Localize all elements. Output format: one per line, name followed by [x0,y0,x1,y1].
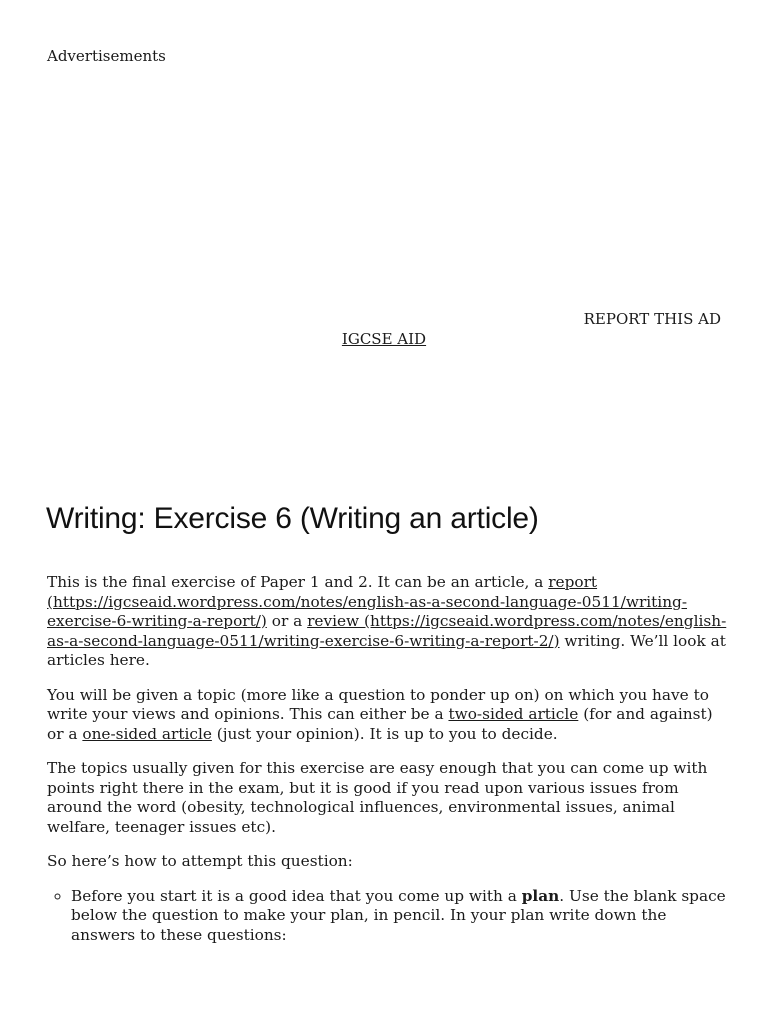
topic-text-1: You will be given a topic (more like a question to ponder up on) on which you have to write your views and opinions. This can either be a [47,685,709,723]
steps-list [47,887,727,946]
report-ad-link[interactable]: REPORT THIS AD [583,310,721,328]
list-item-text-2: . Use the blank space below the question to make your plan, in pencil. In your plan write down the answers to these questions: [71,886,726,944]
site-home-link[interactable]: IGCSE AID [341,330,427,348]
intro-text-2: or a [266,612,308,630]
one-sided-article-link[interactable]: one-sided article [82,724,212,743]
report-link[interactable]: report (https://igcseaid.wordpress.com/notes/english-as-a-second-language-0511/writing-exercise-6-writing-a-report/) [47,573,688,630]
intro-text-3: writing. We’ll look at articles here. [47,631,726,669]
review-link[interactable]: review (https://igcseaid.wordpress.com/notes/english-as-a-second-language-0511/writing-exercise-6-writing-a-report-2/) [47,612,727,650]
article-body [47,573,727,945]
two-sided-article-link[interactable]: two-sided article [448,705,579,723]
list-item [71,887,727,946]
topic-text-2: (for and against) or a [47,705,713,743]
how-to-paragraph: So here’s how to attempt this question: [47,852,353,870]
topic-paragraph [47,686,727,745]
site-name [0,330,768,349]
intro-paragraph [47,573,727,671]
topics-paragraph: The topics usually given for this exercise are easy enough that you can come up with points right there in the exam, but it is good if you read upon various issues from around the word (obesity, technological influences, environmental issues, animal welfare, teenager issues etc). [47,759,708,836]
plan-keyword: plan [521,886,560,905]
topic-text-3: (just your opinion). It is up to you to decide. [211,724,558,743]
ad-slot[interactable] [47,72,721,302]
advertisements-label: Advertisements [47,47,166,65]
list-item-text-1: Before you start it is a good idea that you come up with a [71,886,522,905]
page-title: Writing: Exercise 6 (Writing an article) [46,502,539,535]
intro-text-1: This is the final exercise of Paper 1 and 2. It can be an article, a [47,573,549,591]
